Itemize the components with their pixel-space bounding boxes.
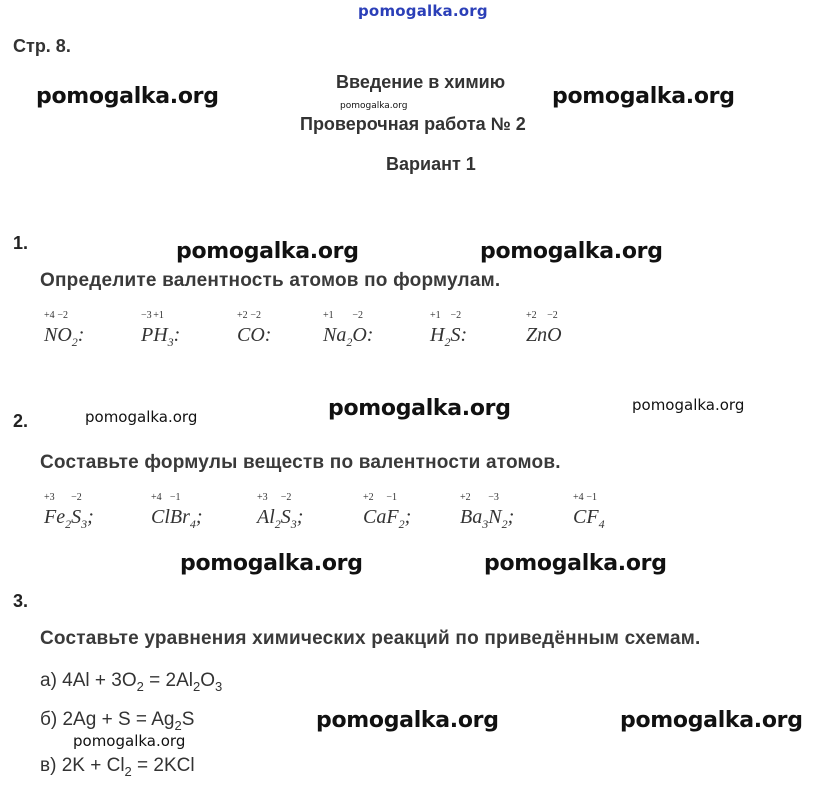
oxidation-state: +3 — [44, 492, 55, 503]
task1-formula: +2 C −2 O: — [237, 310, 272, 346]
element-symbol: +4 N — [44, 310, 58, 346]
page-label: Стр. 8. — [13, 36, 71, 56]
oxidation-state: −2 — [250, 310, 261, 321]
oxidation-state: −1 — [169, 492, 181, 503]
subscript: 4 — [598, 517, 605, 531]
element-symbol: −1 $F_4$ — [586, 492, 605, 531]
watermark-5: pomogalka.org — [480, 239, 663, 264]
oxidation-state: −1 — [586, 492, 597, 503]
element-symbol: +2 $Ba_3$ — [460, 492, 489, 531]
task1-formula: +4 N −2 $O_2$: — [44, 310, 85, 349]
subscript: 2 — [398, 517, 405, 531]
task1-number: 1. — [13, 233, 29, 253]
watermark-4: pomogalka.org — [176, 239, 359, 264]
watermark-top: pomogalka.org — [358, 2, 488, 20]
header-subtitle: Проверочная работа № 2 — [300, 114, 526, 134]
subscript: 2 — [174, 717, 182, 733]
element-symbol: −2 O — [352, 310, 367, 346]
element-symbol: −2 O — [547, 310, 562, 346]
task2-formula: +3 $Al_2$ −2 $S_3$; — [257, 492, 304, 531]
oxidation-state: +2 — [460, 492, 471, 503]
oxidation-state: +2 — [237, 310, 248, 321]
task1-formula: +1 $Na_2$ −2 O: — [323, 310, 374, 349]
watermark-11: pomogalka.org — [316, 708, 499, 733]
subscript: 2 — [444, 335, 451, 349]
subscript: 2 — [501, 517, 508, 531]
header-variant: Вариант 1 — [386, 154, 476, 174]
element-symbol: −3 $N_2$ — [488, 492, 508, 531]
element-symbol: +1 $H_3$ — [153, 310, 174, 349]
element-symbol: +2 Zn — [526, 310, 548, 346]
oxidation-state: +1 — [153, 310, 164, 321]
oxidation-state: +4 — [151, 492, 162, 503]
task1-formula: +1 $H_2$ −2 S: — [430, 310, 468, 349]
task3-equation-c: в) $2K + Cl_2 = 2KCl$ — [40, 755, 195, 779]
element-symbol: +1 $Na_2$ — [323, 310, 353, 349]
task2-formula: +2 $Ba_3$ −3 $N_2$; — [460, 492, 515, 531]
oxidation-state: −3 — [488, 492, 499, 503]
oxidation-state: +2 — [363, 492, 374, 503]
watermark-13: pomogalka.org — [73, 732, 186, 750]
element-symbol: −1 $F_2$ — [386, 492, 405, 531]
task2-formula — [573, 492, 605, 532]
oxidation-state: +4 — [573, 492, 584, 503]
element-symbol: −2 S — [450, 310, 462, 346]
element-symbol: −1 $Br_4$ — [169, 492, 196, 531]
header-title: Введение в химию — [336, 72, 506, 92]
subscript: 3 — [482, 517, 489, 531]
oxidation-state: +1 — [323, 310, 334, 321]
element-symbol: +2 Ca — [363, 492, 387, 528]
task3-equation-a: а) $4Al + 3O_2 = 2Al_2O_3$ — [40, 670, 223, 694]
oxidation-state: −2 — [280, 492, 292, 503]
oxidation-state: +1 — [430, 310, 441, 321]
task3-number: 3. — [13, 591, 29, 611]
subscript: 2 — [193, 678, 201, 694]
subscript: 2 — [71, 335, 78, 349]
element-symbol: +2 C — [237, 310, 251, 346]
element-symbol: −2 $O_2$ — [57, 310, 78, 349]
task3-equation-b: б) $2Ag + S = Ag_2S$ — [40, 709, 195, 733]
element-symbol: +4 C — [573, 492, 587, 528]
element-symbol: −3 P — [141, 310, 154, 346]
watermark-1: pomogalka.org — [36, 84, 219, 109]
subscript: 2 — [136, 678, 144, 694]
watermark-7: pomogalka.org — [328, 396, 511, 421]
task2-formula: +3 $Fe_2$ −2 $S_3$; — [44, 492, 94, 531]
watermark-9: pomogalka.org — [180, 551, 363, 576]
subscript: 2 — [65, 517, 72, 531]
task2-text: Составьте формулы веществ по валентности атомов. — [40, 452, 561, 473]
subscript: 3 — [215, 678, 223, 694]
oxidation-state: +3 — [257, 492, 268, 503]
task2-formula: +2 Ca −1 $F_2$; — [363, 492, 412, 531]
element-symbol: +3 $Al_2$ — [257, 492, 281, 531]
oxidation-state: −1 — [386, 492, 397, 503]
watermark-6: pomogalka.org — [85, 408, 198, 426]
task3-text: Составьте уравнения химических реакций по приведённым схемам. — [40, 628, 701, 649]
element-symbol: +3 $Fe_2$ — [44, 492, 72, 531]
element-symbol: +4 Cl — [151, 492, 170, 528]
task1-formula: −3 P +1 $H_3$: — [141, 310, 181, 349]
subscript: 3 — [167, 335, 174, 349]
oxidation-state: +4 — [44, 310, 55, 321]
watermark-12: pomogalka.org — [620, 708, 803, 733]
task1-text: Определите валентность атомов по формулам. — [40, 270, 501, 291]
subscript: 2 — [274, 517, 281, 531]
oxidation-state: −2 — [71, 492, 82, 503]
oxidation-state: −2 — [547, 310, 558, 321]
subscript: 3 — [81, 517, 88, 531]
watermark-3: pomogalka.org — [552, 84, 735, 109]
oxidation-state: −2 — [352, 310, 363, 321]
subscript: 3 — [290, 517, 297, 531]
task1-formula — [526, 310, 562, 347]
subscript: 4 — [189, 517, 196, 531]
oxidation-state: −2 — [450, 310, 462, 321]
oxidation-state: +2 — [526, 310, 537, 321]
watermark-2: pomogalka.org — [340, 101, 408, 111]
subscript: 2 — [346, 335, 353, 349]
task2-formula: +4 Cl −1 $Br_4$; — [151, 492, 203, 531]
task2-number: 2. — [13, 411, 29, 431]
subscript: 2 — [124, 763, 132, 779]
oxidation-state: −2 — [57, 310, 68, 321]
watermark-8: pomogalka.org — [632, 396, 745, 414]
watermark-10: pomogalka.org — [484, 551, 667, 576]
element-symbol: +1 $H_2$ — [430, 310, 451, 349]
element-symbol: −2 O — [250, 310, 265, 346]
oxidation-state: −3 — [141, 310, 152, 321]
element-symbol: −2 $S_3$ — [71, 492, 88, 531]
element-symbol: −2 $S_3$ — [280, 492, 297, 531]
